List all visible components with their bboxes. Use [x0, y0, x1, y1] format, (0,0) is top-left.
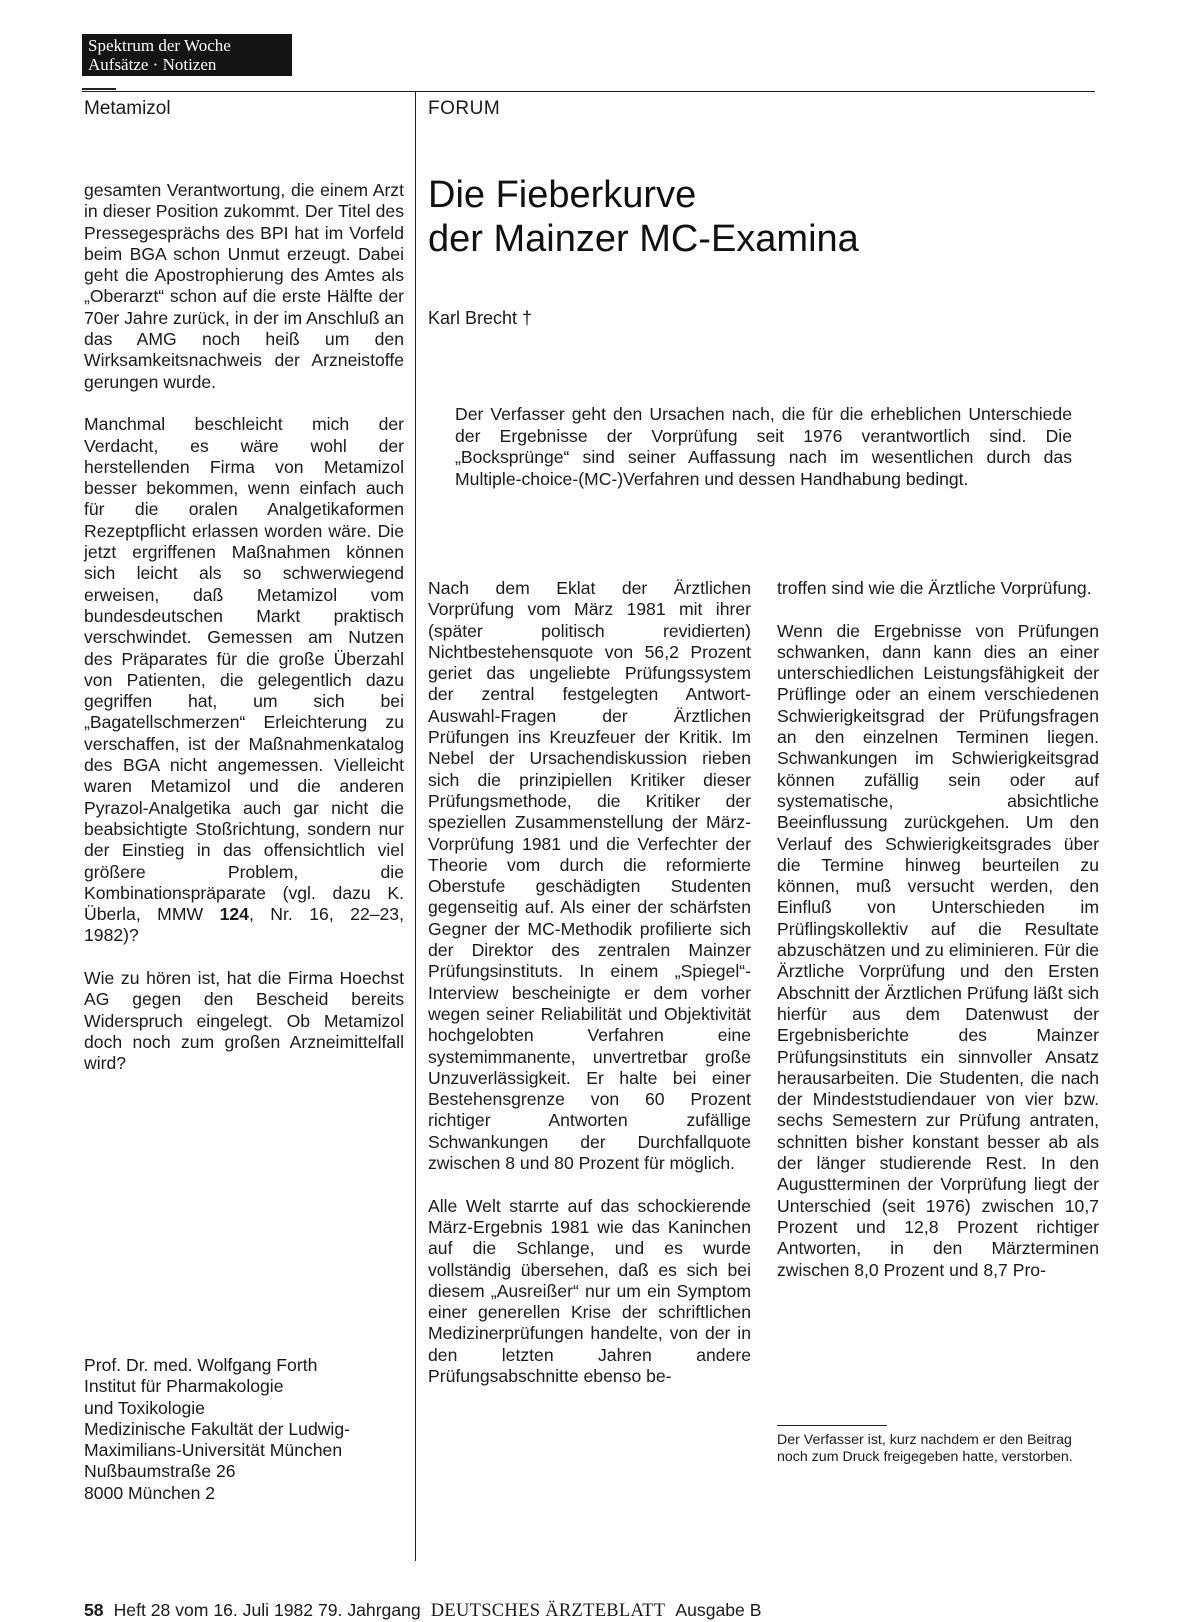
header-short-rule: [82, 88, 116, 90]
address-line: Maximilians-Universität München: [84, 1440, 343, 1461]
mid-paragraph-2: Alle Welt starrte auf das schockierende März-Ergebnis 1981 wie das Kaninchen auf die Schlange, und es wurde vollständig übersehen, daß es sich bei diesem „Ausreißer“ nur um ein Symptom einer generellen Krise der schriftlichen Medizinerprüfungen handelte, von der in den letzten Jahren andere Prüfungsabschnitte ebenso be-: [428, 1195, 751, 1386]
article-column-1: [428, 578, 751, 1409]
address-line: 8000 München 2: [84, 1482, 216, 1503]
left-paragraph-2-text: Manchmal beschleicht mich der Verdacht, es wäre wohl der herstellenden Firma von Metamizol besser bekommen, wenn einfach auch für die oralen Analgetikaformen Rezeptpflicht erlassen worden wäre. Die jetzt ergriffenen Maßnahmen können sich leicht als so schwerwiegend erweisen, daß Metamizol vom bundesdeutschen Markt praktisch verschwindet. Gemessen am Nutzen des Präparates für die große Überzahl von Patienten, die gelegentlich dazu gegriffen hat, um sich bei „Bagatellschmerzen“ Erleichterung zu verschaffen, ist der Maßnahmenkatalog des BGA nicht angemessen. Vielleicht waren Metamizol und die anderen Pyrazol-Analgetika auch gar nicht die beabsichtigte Stoßrichtung, sondern nur der Einstieg in das offensichtlich viel größere Problem, die Kombinationspräparate (vgl. dazu K. Überla, MMW: [84, 414, 404, 925]
header-rule: [82, 91, 1095, 92]
left-paragraph-2-volume: 124: [219, 904, 249, 925]
right-paragraph-1: troffen sind wie die Ärztliche Vorprüfung.: [777, 578, 1092, 598]
page-number: 58: [84, 1600, 104, 1620]
address-line: und Toxikologie: [84, 1397, 205, 1418]
left-paragraph-3: Wie zu hören ist, hat die Firma Hoechst AG gegen den Bescheid bereits Widerspruch eingelegt. Ob Metamizol doch noch zum großen Arzneimittelfall wird?: [84, 967, 404, 1074]
left-section-label: Metamizol: [84, 98, 171, 119]
article-abstract: Der Verfasser geht den Ursachen nach, die für die erheblichen Unterschiede der Ergebnisse der Vorprüfung seit 1976 verantwortlich sind. Die „Bocksprünge“ sind seiner Auffassung nach im wesentlichen durch das Multiple-choice-(MC-)Verfahren und dessen Handhabung bedingt.: [455, 404, 1072, 489]
magazine-name: DEUTSCHES ÄRZTEBLATT: [430, 1601, 666, 1621]
section-badge: [82, 34, 292, 76]
page-footer: [84, 1600, 761, 1622]
badge-line-1: Spektrum der Woche: [88, 36, 231, 55]
mid-paragraph-1: Nach dem Eklat der Ärztlichen Vorprüfung vom März 1981 mit ihrer (später politisch revidierten) Nichtbestehensquote von 56,2 Prozent geriet das ungeliebte Prüfungssystem der zentral festgelegten Antwort-Auswahl-Fragen der Ärztlichen Prüfungen ins Kreuzfeuer der Kritik. Im Nebel der Ursachendiskussion rieben sich die prinzipiellen Kritiker dieser Prüfungsmethode, die Kritiker der speziellen Zusammenstellung der März-Vorprüfung 1981 und die Verfechter der Theorie vom durch die reformierte Oberstufe geschädigten Studenten gegenseitig auf. Als einer der schärfsten Gegner der MC-Methodik profilierte sich der Direktor des zentralen Mainzer Prüfungsinstituts. In einem „Spiegel“-Interview bescheinigte er dem vorher wegen seiner Reliabilität und Objektivität hochgelobten Verfahren eine systemimmanente, unvertretbar große Unzuverlässigkeit. Er halte bei einer Bestehensgrenze von 60 Prozent richtiger Antworten zufällige Schwankungen der Durchfallquote zwischen 8 und 80 Prozent für möglich.: [428, 578, 751, 1174]
title-line-1: Die Fieberkurve: [428, 174, 697, 216]
footnote: Der Verfasser ist, kurz nachdem er den Beitrag noch zum Druck freigegeben hatte, verstorben.: [777, 1432, 1073, 1465]
address-line: Institut für Pharmakologie: [84, 1376, 284, 1397]
address-line: Prof. Dr. med. Wolfgang Forth: [84, 1355, 318, 1375]
issue-info: Heft 28 vom 16. Juli 1982 79. Jahrgang: [113, 1600, 421, 1620]
article-title: [428, 173, 859, 261]
right-section-label: FORUM: [428, 98, 501, 119]
title-line-2: der Mainzer MC-Examina: [428, 218, 859, 260]
left-paragraph-2: [84, 414, 404, 946]
column-divider: [415, 91, 416, 1561]
footnote-rule: [777, 1425, 887, 1426]
badge-line-2: Aufsätze · Notizen: [88, 55, 217, 74]
left-paragraph-1: gesamten Verantwortung, die einem Arzt in dieser Position zukommt. Der Titel des Pressegesprächs des BPI hat im Vorfeld beim BGA schon Unmut erzeugt. Dabei geht die Apostrophierung des Amtes als „Oberarzt“ schon auf die erste Hälfte der 70er Jahre zurück, in der im Anschluß an das AMG noch heiß um den Wirksamkeitsnachweis der Arzneistoffe gerungen wurde.: [84, 180, 404, 392]
article-column-2: [777, 578, 1099, 1302]
edition: Ausgabe B: [675, 1600, 762, 1620]
left-column: [84, 180, 404, 1096]
address-line: Nußbaumstraße 26: [84, 1461, 236, 1482]
right-paragraph-2: Wenn die Ergebnisse von Prüfungen schwanken, dann kann dies an einer unterschiedlichen Leistungsfähigkeit der Prüflinge oder an einem verschiedenen Schwierigkeitsgrad der Prüfungsfragen an den einzelnen Terminen liegen. Schwankungen im Schwierigkeitsgrad können zufällig sein oder auf systematische, absichtliche Beeinflussung zurückgehen. Um den Verlauf des Schwierigkeitsgrades über die Termine hinweg beurteilen zu können, muß versucht werden, den Einfluß von Unterschieden im Prüflingskollektiv auf die Resultate abzuschätzen und zu eliminieren. Für die Ärztliche Vorprüfung und den Ersten Abschnitt der Ärztlichen Prüfung läßt sich hierfür aus dem Datenwust der Ergebnisberichte des Mainzer Prüfungsinstituts ein sinnvoller Ansatz herausarbeiten. Die Studenten, die nach der Mindeststudiendauer von vier bzw. sechs Semestern zur Prüfung antraten, schnitten bisher konstant besser ab als der länger studierende Rest. In den Augustterminen der Vorprüfung liegt der Unterschied (seit 1976) zwischen 10,7 Prozent und 12,8 Prozent richtiger Antworten, in den Märzterminen zwischen 8,0 Prozent und 8,7 Pro-: [777, 620, 1099, 1280]
article-author: Karl Brecht †: [428, 308, 533, 328]
author-address: [84, 1355, 414, 1504]
address-line: Medizinische Fakultät der Ludwig-: [84, 1418, 350, 1439]
left-paragraph-2-tail: , Nr. 16, 22–23, 1982)?: [84, 904, 404, 946]
